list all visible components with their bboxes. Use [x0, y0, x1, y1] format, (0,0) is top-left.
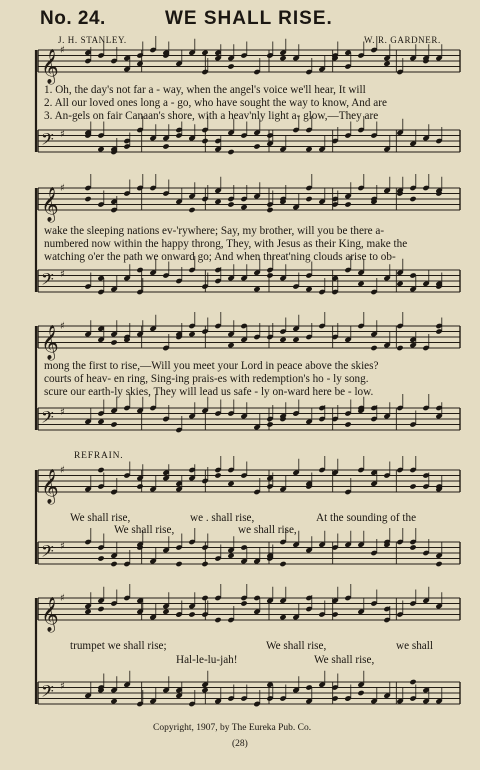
note-head: [279, 614, 286, 620]
note-head: [162, 609, 169, 615]
lyric-lower: We shall rise,: [114, 524, 175, 536]
note-head: [188, 611, 195, 617]
note-head: [97, 467, 104, 473]
treble-clef-icon: 𝄞: [41, 187, 59, 222]
note-head: [110, 421, 117, 427]
song-title: WE SHALL RISE.: [165, 8, 333, 29]
bass-clef-icon: 𝄢: [41, 541, 54, 565]
note-head: [201, 138, 208, 144]
note-head: [409, 544, 416, 550]
copyright-notice: Copyright, 1907, by The Eureka Pub. Co.: [153, 723, 312, 733]
sharp-icon: ♯: [60, 541, 65, 552]
lyric-line: watching o'er the path we onward go; And when threat'ning clouds arise to ob-: [44, 251, 396, 263]
note-head: [435, 561, 442, 567]
note-head: [305, 286, 312, 292]
bass-clef-icon: 𝄢: [41, 269, 54, 293]
bass-clef-icon: 𝄢: [41, 129, 54, 153]
note-head: [396, 345, 403, 351]
note-head: [136, 267, 143, 273]
lyric-line: mong the first to rise,—Will you meet your Lord in peace above the skies?: [44, 360, 379, 372]
note-head: [344, 201, 351, 207]
note-head: [240, 600, 247, 606]
lyric-lower: We shall rise,: [314, 654, 375, 666]
note-head: [253, 143, 260, 149]
sharp-icon: ♯: [60, 269, 65, 280]
note-head: [305, 146, 312, 152]
note-head: [136, 61, 143, 67]
note-head: [292, 337, 299, 343]
note-head: [383, 61, 390, 67]
bass-clef-icon: 𝄢: [41, 407, 54, 431]
note-head: [227, 342, 234, 348]
song-number: No. 24.: [40, 8, 106, 29]
treble-clef-icon: 𝄞: [41, 597, 59, 632]
note-head: [110, 561, 117, 567]
note-head: [84, 196, 91, 202]
note-head: [227, 553, 234, 559]
note-head: [201, 50, 208, 56]
lyric-line: 3. An-gels on fair Canaan's shore, with a heav'nly light a- glow,—They are: [44, 110, 379, 122]
lyric-upper: we shall: [396, 640, 433, 652]
note-head: [357, 281, 364, 287]
note-head: [409, 679, 416, 685]
lyric-upper: We shall rise,: [70, 512, 131, 524]
note-head: [214, 472, 221, 478]
note-head: [84, 609, 91, 615]
lyric-upper: We shall rise,: [266, 640, 327, 652]
note-head: [253, 286, 260, 292]
treble-clef-icon: 𝄞: [41, 49, 59, 84]
note-head: [409, 196, 416, 202]
note-head: [305, 196, 312, 202]
page-number: (28): [232, 739, 248, 749]
note-head: [97, 606, 104, 612]
note-head: [409, 483, 416, 489]
note-head: [97, 146, 104, 152]
note-head: [227, 63, 234, 69]
lyric-lower: we shall rise,: [238, 524, 297, 536]
lyric-line: scure our earth-ly skies, They will lead us safe - ly on-ward here be - low.: [44, 386, 374, 398]
note-head: [370, 345, 377, 351]
note-head: [266, 421, 273, 427]
sharp-icon: ♯: [60, 681, 65, 692]
bass-clef-icon: 𝄢: [41, 681, 54, 705]
sharp-icon: ♯: [60, 465, 65, 476]
note-head: [162, 143, 169, 149]
note-head: [97, 419, 104, 425]
note-head: [227, 201, 234, 207]
note-head: [201, 561, 208, 567]
sharp-icon: ♯: [60, 593, 65, 604]
composer-credit: W. R. GARDNER.: [364, 35, 441, 45]
sharp-icon: ♯: [60, 129, 65, 140]
note-head: [266, 207, 273, 213]
note-head: [396, 281, 403, 287]
sharp-icon: ♯: [60, 407, 65, 418]
note-head: [357, 690, 364, 696]
note-head: [344, 421, 351, 427]
note-head: [188, 207, 195, 213]
note-head: [240, 204, 247, 210]
note-head: [279, 337, 286, 343]
lyricist-credit: J. H. STANLEY.: [58, 35, 127, 45]
sharp-icon: ♯: [60, 183, 65, 194]
lyric-upper: At the sounding of the: [316, 512, 417, 524]
lyric-upper: we . shall rise,: [190, 512, 255, 524]
sharp-icon: ♯: [60, 45, 65, 56]
refrain-label: REFRAIN.: [74, 451, 124, 461]
note-head: [110, 698, 117, 704]
note-head: [279, 55, 286, 61]
note-head: [110, 339, 117, 345]
note-head: [279, 561, 286, 567]
lyric-line: numbered now within the happy throng, They, with Jesus as their King, make the: [44, 238, 408, 250]
treble-clef-icon: 𝄞: [41, 325, 59, 360]
note-head: [201, 595, 208, 601]
lyric-lower: Hal-le-lu-jah!: [176, 654, 238, 666]
note-head: [188, 331, 195, 337]
lyric-line: 1. Oh, the day's not far a - way, when the angel's voice we'll hear, It will: [44, 84, 366, 96]
note-head: [227, 149, 234, 155]
note-head: [214, 617, 221, 623]
note-head: [97, 555, 104, 561]
sharp-icon: ♯: [60, 321, 65, 332]
note-head: [175, 561, 182, 567]
lyric-upper: trumpet we shall rise;: [70, 640, 167, 652]
note-head: [136, 483, 143, 489]
note-head: [214, 199, 221, 205]
lyric-line: 2. All our loved ones long a - go, who have sought the way to know, And are: [44, 97, 387, 109]
note-head: [201, 687, 208, 693]
note-head: [266, 272, 273, 278]
lyric-line: courts of heav- en ring, Sing-ing prais-es with redemption's ho - ly song.: [44, 373, 369, 385]
note-head: [227, 481, 234, 487]
lyric-line: wake the sleeping nations ev-'rywhere; Say, my brother, will you be there a-: [44, 225, 385, 237]
treble-clef-icon: 𝄞: [41, 469, 59, 504]
